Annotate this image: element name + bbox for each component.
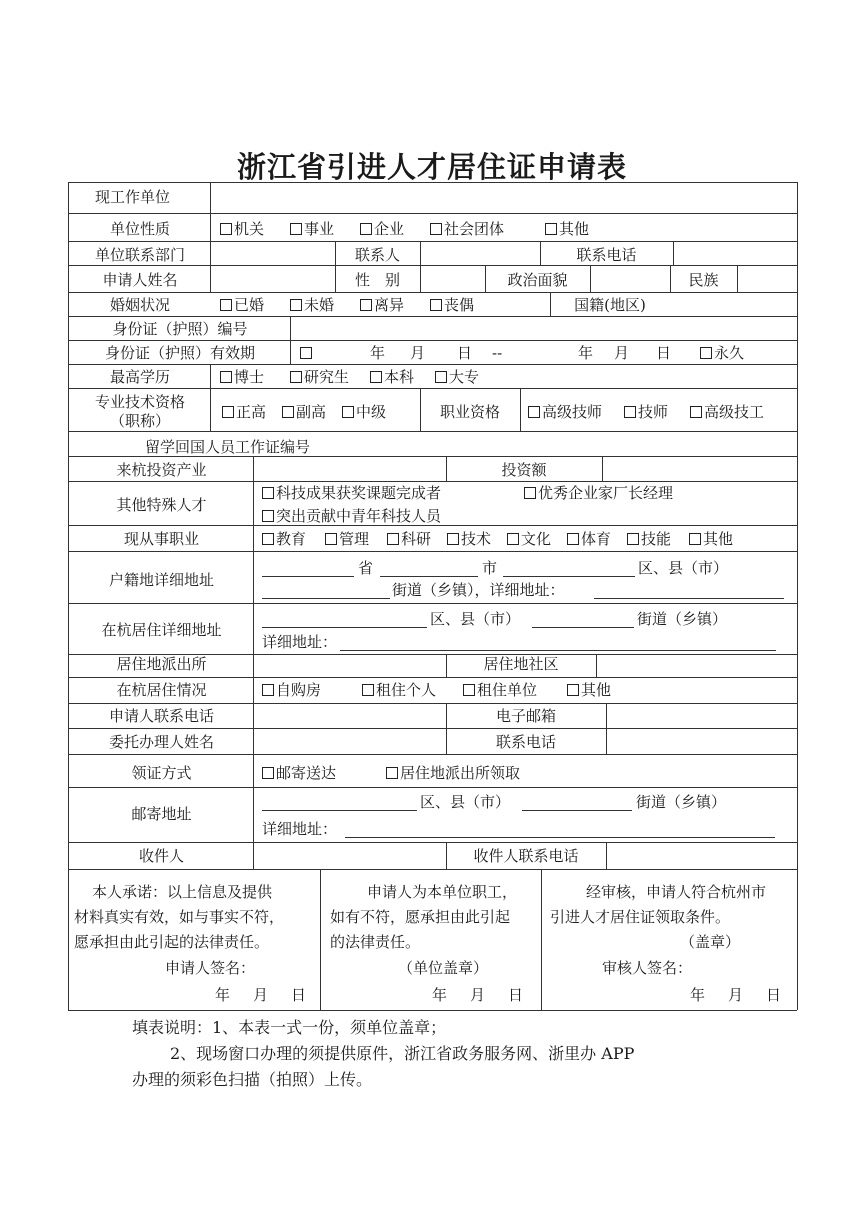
decl-review-line1: 经审核，申请人符合杭州市: [586, 883, 767, 901]
unit-date: 年 月 日: [432, 986, 528, 1004]
label-applicant-phone: 申请人联系电话: [108, 707, 214, 725]
table-row-line: [68, 703, 797, 704]
pickup-opt-0[interactable]: 邮寄送达: [262, 764, 336, 782]
checkbox[interactable]: [222, 406, 234, 418]
table-column-line: [420, 241, 421, 292]
label-applicant-name: 申请人姓名: [102, 271, 178, 289]
mail-detail: 详细地址：: [262, 820, 338, 838]
label-special-talent: 其他特殊人才: [116, 496, 207, 514]
title-opt-2[interactable]: 中级: [342, 403, 386, 421]
validity-start-year: 年: [370, 344, 386, 362]
validity-end-year: 年: [578, 344, 594, 362]
label-residence-address: 在杭居住详细地址: [101, 621, 222, 639]
notes-line2: 2、现场窗口办理的须提供原件，浙江省政务服务网、浙里办 APP: [170, 1044, 635, 1063]
validity-start-checkbox[interactable]: [300, 344, 314, 362]
label-contact: 联系人: [354, 246, 400, 264]
hukou-county-blank[interactable]: [503, 576, 635, 577]
table-column-line: [602, 456, 603, 481]
pickup-opt-1[interactable]: 居住地派出所领取: [386, 764, 520, 782]
table-column-line: [290, 340, 291, 364]
checkbox[interactable]: [370, 371, 382, 383]
label-id-number: 身份证（护照）编号: [112, 320, 248, 338]
table-row-line: [68, 728, 797, 729]
residence-street-blank[interactable]: [532, 627, 634, 628]
decl-unit-line2: 如有不符，愿承担由此引起: [330, 908, 511, 926]
hukou-province: 省: [358, 559, 374, 577]
label-title-qual: 专业技术资格: [94, 393, 185, 411]
label-work-unit: 现工作单位: [95, 188, 171, 206]
residence-street: 街道（乡镇）: [637, 610, 728, 628]
validity-start-day: 日: [457, 344, 473, 362]
hukou-province-blank[interactable]: [262, 576, 354, 577]
unit-nature-opt-2[interactable]: 企业: [360, 220, 404, 238]
label-title-qual-sub: （职称）: [109, 412, 170, 430]
unit-nature-opt-0[interactable]: 机关: [220, 220, 264, 238]
living-opt-3[interactable]: 其他: [567, 681, 611, 699]
label-living-status: 在杭居住情况: [116, 681, 207, 699]
hukou-county: 区、县（市）: [638, 559, 729, 577]
checkbox[interactable]: [567, 684, 579, 696]
occupation-opt-4[interactable]: 文化: [507, 530, 551, 548]
validity-permanent[interactable]: 永久: [700, 344, 744, 362]
table-column-line: [210, 388, 211, 431]
checkbox[interactable]: [627, 533, 639, 545]
occupation-opt-0[interactable]: 教育: [262, 530, 306, 548]
table-column-line: [253, 456, 254, 869]
checkbox[interactable]: [700, 347, 712, 359]
education-opt-3[interactable]: 大专: [435, 368, 479, 386]
residence-detail: 详细地址：: [262, 633, 338, 651]
notes-line3: 办理的须彩色扫描（拍照）上传。: [132, 1070, 373, 1089]
table-row-line: [68, 388, 797, 389]
table-row-line: [68, 525, 797, 526]
table-column-line: [520, 388, 521, 431]
table-column-line: [590, 265, 591, 292]
label-gender: 性 别: [354, 271, 400, 289]
checkbox[interactable]: [567, 533, 579, 545]
checkbox[interactable]: [290, 371, 302, 383]
hukou-city-blank[interactable]: [380, 576, 478, 577]
table-column-line: [737, 265, 738, 292]
checkbox[interactable]: [220, 299, 232, 311]
checkbox[interactable]: [300, 347, 312, 359]
decl-unit-line3: 的法律责任。: [330, 933, 421, 951]
checkbox[interactable]: [690, 406, 702, 418]
marital-opt-1[interactable]: 未婚: [290, 296, 334, 314]
checkbox[interactable]: [290, 223, 302, 235]
checkbox[interactable]: [342, 406, 354, 418]
table-row-line: [68, 364, 797, 365]
table-row-line: [68, 456, 797, 457]
unit-nature-opt-3[interactable]: 社会团体: [430, 220, 504, 238]
table-row-line: [68, 677, 797, 678]
notes-line1: 填表说明：1、本表一式一份，须单位盖章；: [132, 1018, 447, 1037]
review-date: 年 月 日: [690, 986, 786, 1004]
label-mail-address: 邮寄地址: [131, 805, 192, 823]
occupation-opt-6[interactable]: 技能: [627, 530, 671, 548]
marital-opt-0[interactable]: 已婚: [220, 296, 264, 314]
living-opt-1[interactable]: 租住个人: [362, 681, 436, 699]
table-row-line: [68, 182, 797, 183]
validity-start-month: 月: [410, 344, 426, 362]
label-political: 政治面貌: [507, 271, 568, 289]
label-returnee: 留学回国人员工作证编号: [145, 438, 311, 456]
label-marital: 婚姻状况: [109, 296, 170, 314]
label-pickup-method: 领证方式: [131, 764, 192, 782]
decl-applicant-line2: 材料真实有效，如与事实不符，: [74, 908, 285, 926]
table-column-line: [606, 703, 607, 754]
checkbox[interactable]: [545, 223, 557, 235]
checkbox[interactable]: [262, 684, 274, 696]
checkbox[interactable]: [447, 533, 459, 545]
validity-end-month: 月: [614, 344, 630, 362]
table-row-line: [68, 869, 797, 870]
decl-applicant-line3: 愿承担由此引起的法律责任。: [74, 933, 270, 951]
mail-county: 区、县（市）: [420, 793, 511, 811]
checkbox[interactable]: [262, 510, 274, 522]
living-opt-2[interactable]: 租住单位: [463, 681, 537, 699]
residence-detail-blank[interactable]: [340, 650, 776, 651]
living-opt-0[interactable]: 自购房: [262, 681, 321, 699]
checkbox[interactable]: [528, 406, 540, 418]
table-row-line: [68, 481, 797, 482]
table-row-line: [68, 292, 797, 293]
hukou-street-blank[interactable]: [262, 598, 390, 599]
hukou-city: 市: [482, 559, 498, 577]
occupation-opt-1[interactable]: 管理: [325, 530, 369, 548]
table-row-line: [68, 431, 797, 432]
table-column-line: [596, 654, 597, 677]
applicant-date: 年 月 日: [215, 986, 311, 1004]
checkbox[interactable]: [435, 371, 447, 383]
decl-applicant-line1: 本人承诺：以上信息及提供: [92, 883, 273, 901]
label-police-station: 居住地派出所: [116, 655, 207, 673]
checkbox[interactable]: [387, 533, 399, 545]
label-recipient: 收件人: [138, 847, 184, 865]
checkbox[interactable]: [262, 487, 274, 499]
voc-opt-2[interactable]: 高级技工: [690, 403, 764, 421]
voc-opt-1[interactable]: 技师: [624, 403, 668, 421]
table-column-line: [606, 842, 607, 869]
checkbox[interactable]: [463, 684, 475, 696]
checkbox[interactable]: [220, 371, 232, 383]
checkbox[interactable]: [362, 684, 374, 696]
table-row-line: [68, 754, 797, 755]
table-row-line: [68, 1010, 797, 1011]
marital-opt-2[interactable]: 离异: [360, 296, 404, 314]
reviewer-signature-label: 审核人签名：: [602, 959, 693, 977]
mail-street-blank[interactable]: [522, 810, 632, 811]
checkbox[interactable]: [282, 406, 294, 418]
label-agent-phone: 联系电话: [495, 733, 556, 751]
checkbox[interactable]: [360, 299, 372, 311]
marital-opt-3[interactable]: 丧偶: [430, 296, 474, 314]
validity-dash: --: [492, 344, 503, 362]
residence-county-blank[interactable]: [262, 627, 427, 628]
unit-seal-label: （单位盖章）: [398, 959, 489, 977]
education-opt-1[interactable]: 研究生: [290, 368, 349, 386]
checkbox[interactable]: [430, 299, 442, 311]
table-row-line: [68, 842, 797, 843]
table-column-line: [320, 869, 321, 1010]
education-opt-0[interactable]: 博士: [220, 368, 264, 386]
checkbox[interactable]: [507, 533, 519, 545]
checkbox[interactable]: [360, 223, 372, 235]
table-column-line: [210, 182, 211, 292]
validity-end-day: 日: [656, 344, 672, 362]
table-column-line: [290, 316, 291, 340]
unit-nature-opt-1[interactable]: 事业: [290, 220, 334, 238]
occupation-opt-7[interactable]: 其他: [689, 530, 733, 548]
table-row-line: [68, 241, 797, 242]
applicant-signature-label: 申请人签名：: [165, 959, 256, 977]
label-unit-nature: 单位性质: [109, 220, 170, 238]
checkbox[interactable]: [325, 533, 337, 545]
mail-street: 街道（乡镇）: [636, 793, 727, 811]
label-recipient-phone: 收件人联系电话: [473, 847, 579, 865]
label-investment-amount: 投资额: [501, 461, 547, 479]
label-investment: 来杭投资产业: [116, 461, 207, 479]
special-opt-1[interactable]: 优秀企业家厂长经理: [524, 484, 673, 502]
table-border-right: [797, 182, 798, 1010]
table-row-line: [68, 787, 797, 788]
title-opt-1[interactable]: 副高: [282, 403, 326, 421]
table-row-line: [68, 551, 797, 552]
label-hukou-address: 户籍地详细地址: [108, 571, 214, 589]
form-title: 浙江省引进人才居住证申请表: [236, 150, 627, 184]
hukou-detail-blank[interactable]: [594, 598, 784, 599]
table-row-line: [68, 603, 797, 604]
label-community: 居住地社区: [483, 655, 559, 673]
review-seal-label: （盖章）: [680, 933, 741, 951]
hukou-street: 街道（乡镇），详细地址：: [392, 581, 565, 599]
checkbox[interactable]: [262, 533, 274, 545]
education-opt-2[interactable]: 本科: [370, 368, 414, 386]
voc-opt-0[interactable]: 高级技师: [528, 403, 602, 421]
occupation-opt-2[interactable]: 科研: [387, 530, 431, 548]
label-contact-phone: 联系电话: [576, 246, 637, 264]
residence-county: 区、县（市）: [430, 610, 521, 628]
special-opt-2[interactable]: 突出贡献中青年科技人员: [262, 507, 441, 525]
checkbox[interactable]: [386, 767, 398, 779]
mail-detail-blank[interactable]: [345, 837, 775, 838]
table-border-left: [68, 182, 69, 1010]
checkbox[interactable]: [430, 223, 442, 235]
table-column-line: [210, 364, 211, 388]
label-occupation: 现从事职业: [123, 530, 199, 548]
title-opt-0[interactable]: 正高: [222, 403, 266, 421]
table-row-line: [68, 265, 797, 266]
label-education: 最高学历: [109, 368, 170, 386]
checkbox[interactable]: [220, 223, 232, 235]
label-id-validity: 身份证（护照）有效期: [104, 344, 255, 362]
checkbox[interactable]: [290, 299, 302, 311]
mail-county-blank[interactable]: [262, 810, 417, 811]
checkbox[interactable]: [689, 533, 701, 545]
table-row-line: [68, 316, 797, 317]
table-row-line: [68, 213, 797, 214]
decl-review-line2: 引进人才居住证领取条件。: [550, 908, 731, 926]
label-nationality: 国籍(地区): [574, 296, 646, 314]
special-opt-0[interactable]: 科技成果获奖课题完成者: [262, 484, 441, 502]
label-email: 电子邮箱: [495, 707, 556, 725]
table-column-line: [541, 869, 542, 1010]
checkbox[interactable]: [262, 767, 274, 779]
occupation-opt-5[interactable]: 体育: [567, 530, 611, 548]
label-unit-dept: 单位联系部门: [94, 246, 185, 264]
label-vocational: 职业资格: [439, 403, 500, 421]
checkbox[interactable]: [624, 406, 636, 418]
label-agent-name: 委托办理人姓名: [108, 733, 214, 751]
checkbox[interactable]: [524, 487, 536, 499]
unit-nature-opt-4[interactable]: 其他: [545, 220, 589, 238]
occupation-opt-3[interactable]: 技术: [447, 530, 491, 548]
decl-unit-line1: 申请人为本单位职工，: [367, 883, 518, 901]
label-ethnicity: 民族: [688, 271, 719, 289]
table-row-line: [68, 340, 797, 341]
table-column-line: [673, 241, 674, 265]
